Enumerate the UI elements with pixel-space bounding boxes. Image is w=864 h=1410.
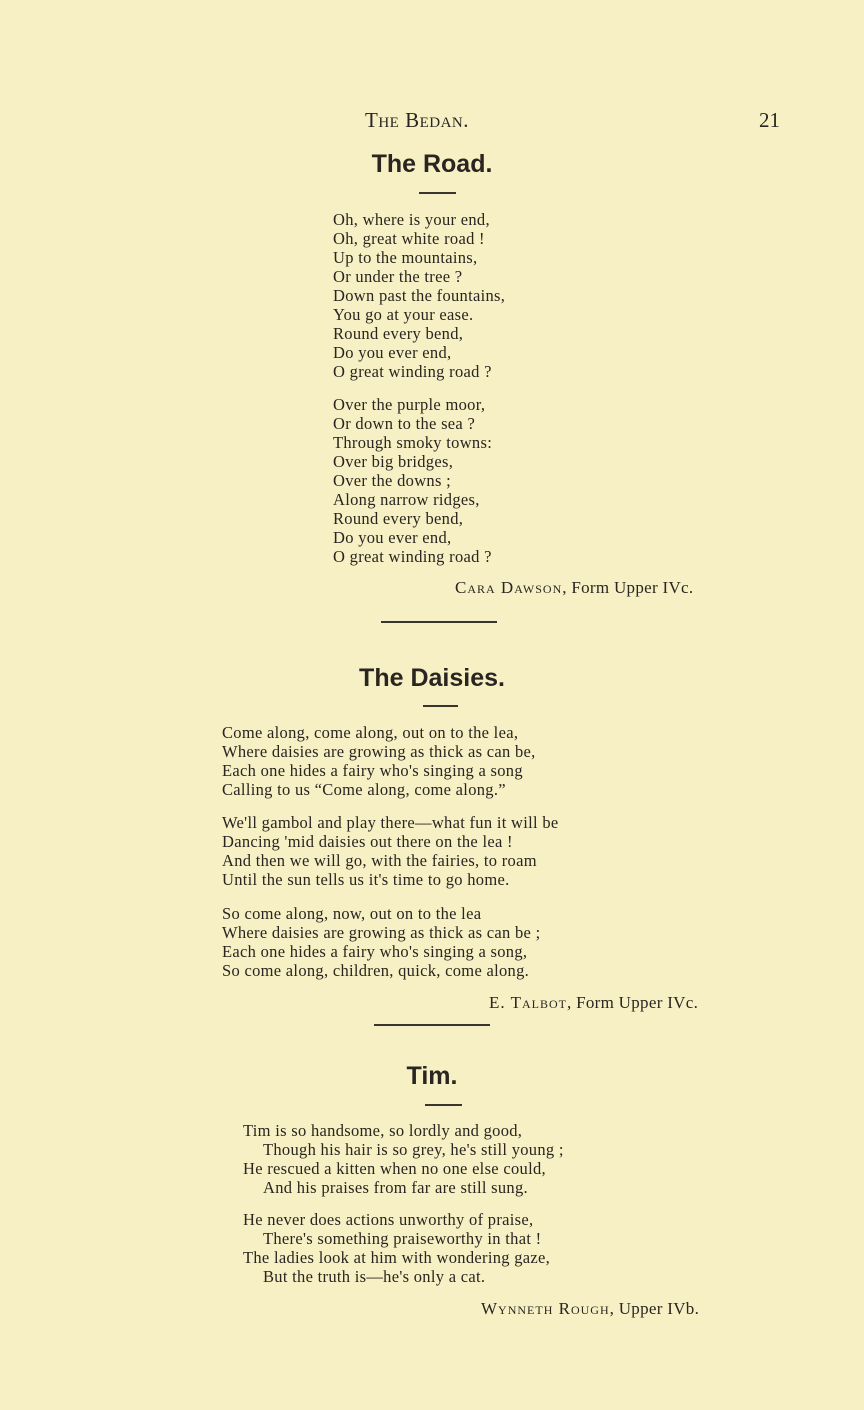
author-form: Upper IVb. <box>618 1299 700 1318</box>
poem-line: So come along, children, quick, come along. <box>222 961 530 980</box>
poem-line: O great winding road ? <box>333 547 492 566</box>
poem-line: Come along, come along, out on to the lea, <box>222 723 519 742</box>
title-rule <box>425 1104 462 1106</box>
poem-line: Or under the tree ? <box>333 267 463 286</box>
poem-line: Though his hair is so grey, he's still young ; <box>263 1140 564 1159</box>
poem-line: Dancing 'mid daisies out there on the lea ! <box>222 832 513 851</box>
author-form: Form Upper IVc. <box>576 993 699 1012</box>
poem-line: Where daisies are growing as thick as can be ; <box>222 923 541 942</box>
poem-line: He rescued a kitten when no one else could, <box>243 1159 546 1178</box>
byline: E. Talbot, Form Upper IVc. <box>489 993 699 1012</box>
section-divider <box>374 1024 490 1026</box>
poem-line: Where daisies are growing as thick as can be, <box>222 742 536 761</box>
poem-title-road: The Road. <box>371 150 493 178</box>
poem-line: And his praises from far are still sung. <box>263 1178 528 1197</box>
title-rule <box>419 192 456 194</box>
poem-line: Through smoky towns: <box>333 433 493 452</box>
stanza <box>222 723 536 799</box>
poem-line: You go at your ease. <box>333 305 474 324</box>
poem-line: Do you ever end, <box>333 343 452 362</box>
poem-line: Over the purple moor, <box>333 395 486 414</box>
section-divider <box>381 621 497 623</box>
poem-line: Until the sun tells us it's time to go home. <box>222 870 510 889</box>
poem-line: Round every bend, <box>333 509 464 528</box>
author-name: Wynneth Rough <box>481 1299 610 1318</box>
poem-line: Over big bridges, <box>333 452 454 471</box>
poem-line: Along narrow ridges, <box>333 490 480 509</box>
stanza <box>333 210 505 381</box>
poem-line: Oh, great white road ! <box>333 229 485 248</box>
poem-line: Oh, where is your end, <box>333 210 490 229</box>
title-rule <box>423 705 458 707</box>
stanza <box>222 813 559 889</box>
byline: Wynneth Rough, Upper IVb. <box>481 1299 700 1318</box>
poem-line: Calling to us “Come along, come along.” <box>222 780 506 799</box>
poem-line: Round every bend, <box>333 324 464 343</box>
poem-line: Or down to the sea ? <box>333 414 476 433</box>
poem-line: But the truth is—he's only a cat. <box>263 1267 486 1286</box>
running-head <box>0 108 864 138</box>
poem-title-daisies: The Daisies. <box>359 664 505 692</box>
poem-line: He never does actions unworthy of praise, <box>243 1210 534 1229</box>
poem-line: Each one hides a fairy who's singing a song <box>222 761 523 780</box>
poem-title-tim: Tim. <box>406 1062 458 1090</box>
poem-line: O great winding road ? <box>333 362 492 381</box>
author-name: Cara Dawson <box>455 578 563 597</box>
poem-line: Up to the mountains, <box>333 248 478 267</box>
poem-line: So come along, now, out on to the lea <box>222 904 482 923</box>
poem-line: There's something praiseworthy in that ! <box>263 1229 542 1248</box>
author-form: Form Upper IVc. <box>571 578 694 597</box>
poem-line: We'll gambol and play there—what fun it will be <box>222 813 559 832</box>
author-name: E. Talbot <box>489 993 567 1012</box>
poem-line: The ladies look at him with wondering gaze, <box>243 1248 551 1267</box>
stanza <box>243 1121 564 1197</box>
poem-line: Tim is so handsome, so lordly and good, <box>243 1121 523 1140</box>
journal-title: The Bedan. <box>365 108 469 132</box>
byline: Cara Dawson, Form Upper IVc. <box>455 578 694 597</box>
poem-line: Down past the fountains, <box>333 286 506 305</box>
stanza <box>333 395 492 566</box>
stanza <box>222 904 540 980</box>
stanza <box>243 1210 550 1286</box>
poem-line: Over the downs ; <box>333 471 451 490</box>
poem-line: And then we will go, with the fairies, to roam <box>222 851 537 870</box>
poem-line: Each one hides a fairy who's singing a song, <box>222 942 528 961</box>
poem-line: Do you ever end, <box>333 528 452 547</box>
page-number: 21 <box>759 108 780 132</box>
